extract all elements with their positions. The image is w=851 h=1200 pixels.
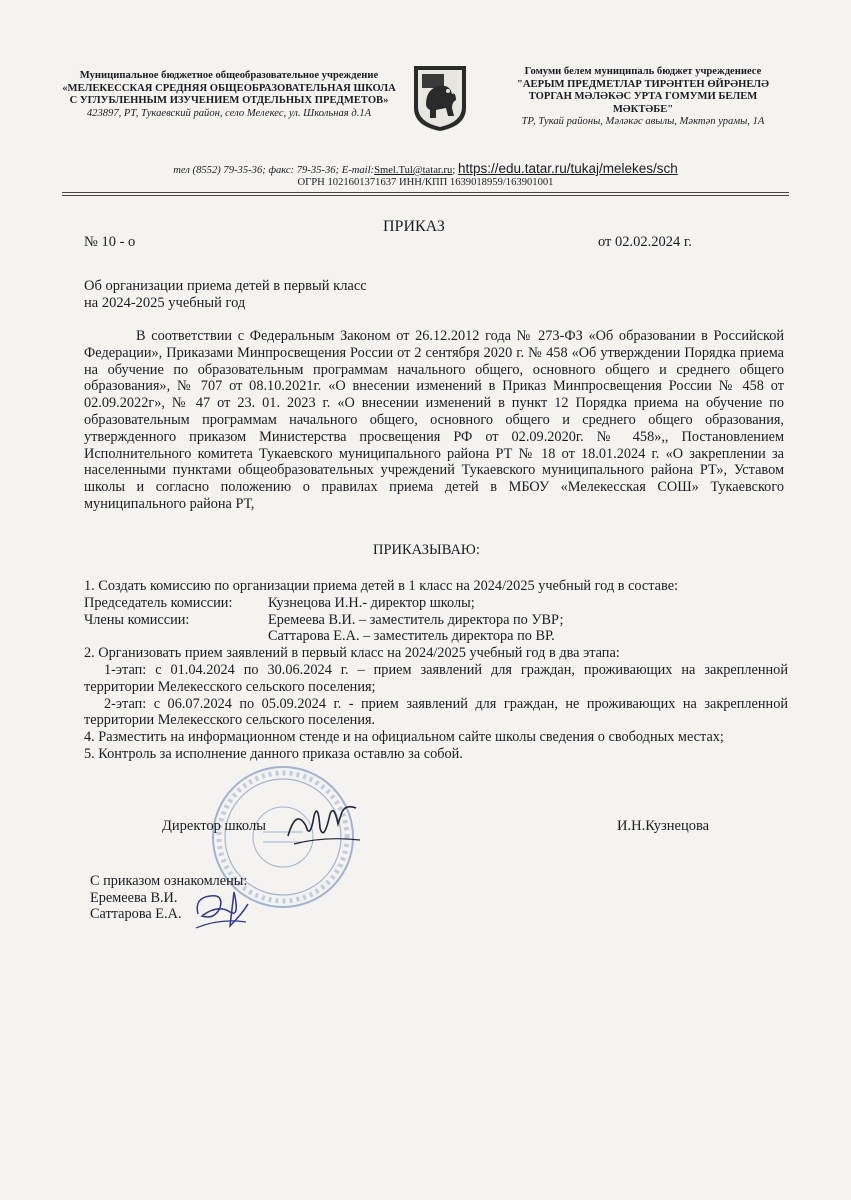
website-link[interactable]: https://edu.tatar.ru/tukaj/melekes/sch <box>457 161 678 176</box>
member-2: Саттарова Е.А. – заместитель директора по ВР. <box>268 628 555 645</box>
signer-name: И.Н.Кузнецова <box>617 818 710 834</box>
ack-title: С приказом ознакомлены: <box>90 873 248 889</box>
preamble-text: В соответствии с Федеральным Законом от 26.12.2012 года № 273-ФЗ «Об образовании в Российской Федерации», Приказами Минпросвещения России от 2 сентября 2020 г. № 458 «Об утверждении Порядка приема на обучение по образовательным программам начального общего, основного общего и среднего общего образования», № 707 от 08.10.2021г. «О внесении изменений в Приказ Минпросвещения России № 458 от 02.09.2022г», № 47 от 23. 01. 2023 г. «О внесении изменений в пункт 12 Порядка приема на обучение по образовательным программам начального общего, основного общего и среднего общего образования, утвержденного приказом Министерства просвещения РФ от 02.09.2020г. № 458»,, Постановлением Исполнительного комитета Тукаевского муниципального района РТ № 18 от 18.01.2024 г. «О закреплении за населенными пунктами общеобразовательных учреждений Тукаевского муниципального района РТ», Уставом школы и согласно положению о правилах приема детей в МБОУ «Мелекесская СОШ» Тукаевского муниципального района РТ, <box>84 328 784 512</box>
preamble-paragraph <box>84 328 784 513</box>
members-label: Члены комиссии: <box>84 611 190 628</box>
commission-chair-row <box>84 595 788 612</box>
coat-of-arms-icon <box>412 64 468 132</box>
document-subject <box>84 278 367 312</box>
chair-label: Председатель комиссии: <box>84 594 233 611</box>
document-number: № 10 - о <box>84 234 136 250</box>
order-items <box>84 578 788 763</box>
stage-1: 1-этап: с 01.04.2024 по 30.06.2024 г. – прием заявлений для граждан, проживающих на закрепленной территории Мелекесского сельского поселения; <box>84 661 788 695</box>
contact-separator: ; <box>452 165 456 176</box>
commission-members-row <box>84 612 788 629</box>
stage-2: 2-этап: с 06.07.2024 по 05.09.2024 г. - прием заявлений для граждан, не проживающих на закрепленной территории Мелекесского сельского поселения. <box>84 695 788 729</box>
order-word: ПРИКАЗЫВАЮ: <box>373 542 480 558</box>
header-right-block <box>498 66 788 129</box>
chair-name: Кузнецова И.Н.- директор школы; <box>268 594 475 611</box>
header-right-line1: Гомуми белем муниципаль бюджет учреждениесе <box>524 66 762 77</box>
item-4: 4. Разместить на информационном стенде и на официальном сайте школы сведения о свободных местах; <box>84 729 724 746</box>
subject-line-1: Об организации приема детей в первый класс <box>84 278 367 294</box>
header-divider-second <box>62 195 789 196</box>
subject-line-2: на 2024-2025 учебный год <box>84 295 246 311</box>
contact-email-link[interactable]: Smel.Tul@tatar.ru <box>374 165 453 176</box>
director-signature-icon <box>284 796 364 852</box>
ack-name-2: Саттарова Е.А. <box>90 906 182 922</box>
item-2: 2. Организовать прием заявлений в первый класс на 2024/2025 учебный год в два этапа: <box>84 645 620 662</box>
contacts-block <box>60 163 791 189</box>
item-5: 5. Контроль за исполнение данного приказа оставлю за собой. <box>84 745 463 762</box>
member-1: Еремеева В.И. – заместитель директора по УВР; <box>268 611 564 628</box>
header-left-block <box>60 70 398 120</box>
header-right-address: ТР, Тукай районы, Мәләкәс авылы, Мәктәп урамы, 1А <box>521 116 765 127</box>
acknowledgement-signature-icon <box>190 884 252 934</box>
document-title: ПРИКАЗ <box>383 218 445 235</box>
document-date: от 02.02.2024 г. <box>598 234 692 250</box>
header-left-line1: Муниципальное бюджетное общеобразовательное учреждение <box>79 70 379 81</box>
ack-name-1: Еремеева В.И. <box>90 889 178 906</box>
contact-ogrn: ОГРН 1021601371637 ИНН/КПП 1639018959/163901001 <box>297 177 554 188</box>
contact-phones: тел (8552) 79-35-36; факс: 79-35-36; <box>173 165 340 176</box>
contact-email-label: E-mail: <box>341 165 375 176</box>
header-right-name: "АЕРЫМ ПРЕДМЕТЛАР ТИРӘНТЕН ӨЙРӘНЕЛӘ ТОРГАН МӘЛӘКӘС УРТА ГОМУМИ БЕЛЕМ МӘКТӘБЕ" <box>517 78 769 115</box>
item-1: 1. Создать комиссию по организации приема детей в 1 класс на 2024/2025 учебный год в составе: <box>84 578 679 594</box>
header-divider <box>62 192 789 193</box>
header-left-address: 423897, РТ, Тукаевский район, село Мелекес, ул. Школьная д.1А <box>86 107 372 119</box>
header-left-name: «МЕЛЕКЕССКАЯ СРЕДНЯЯ ОБЩЕОБРАЗОВАТЕЛЬНАЯ ШКОЛА С УГЛУБЛЕННЫМ ИЗУЧЕНИЕМ ОТДЕЛЬНЫХ ПРЕДМЕТОВ» <box>62 82 396 106</box>
signer-title: Директор школы <box>162 818 266 834</box>
